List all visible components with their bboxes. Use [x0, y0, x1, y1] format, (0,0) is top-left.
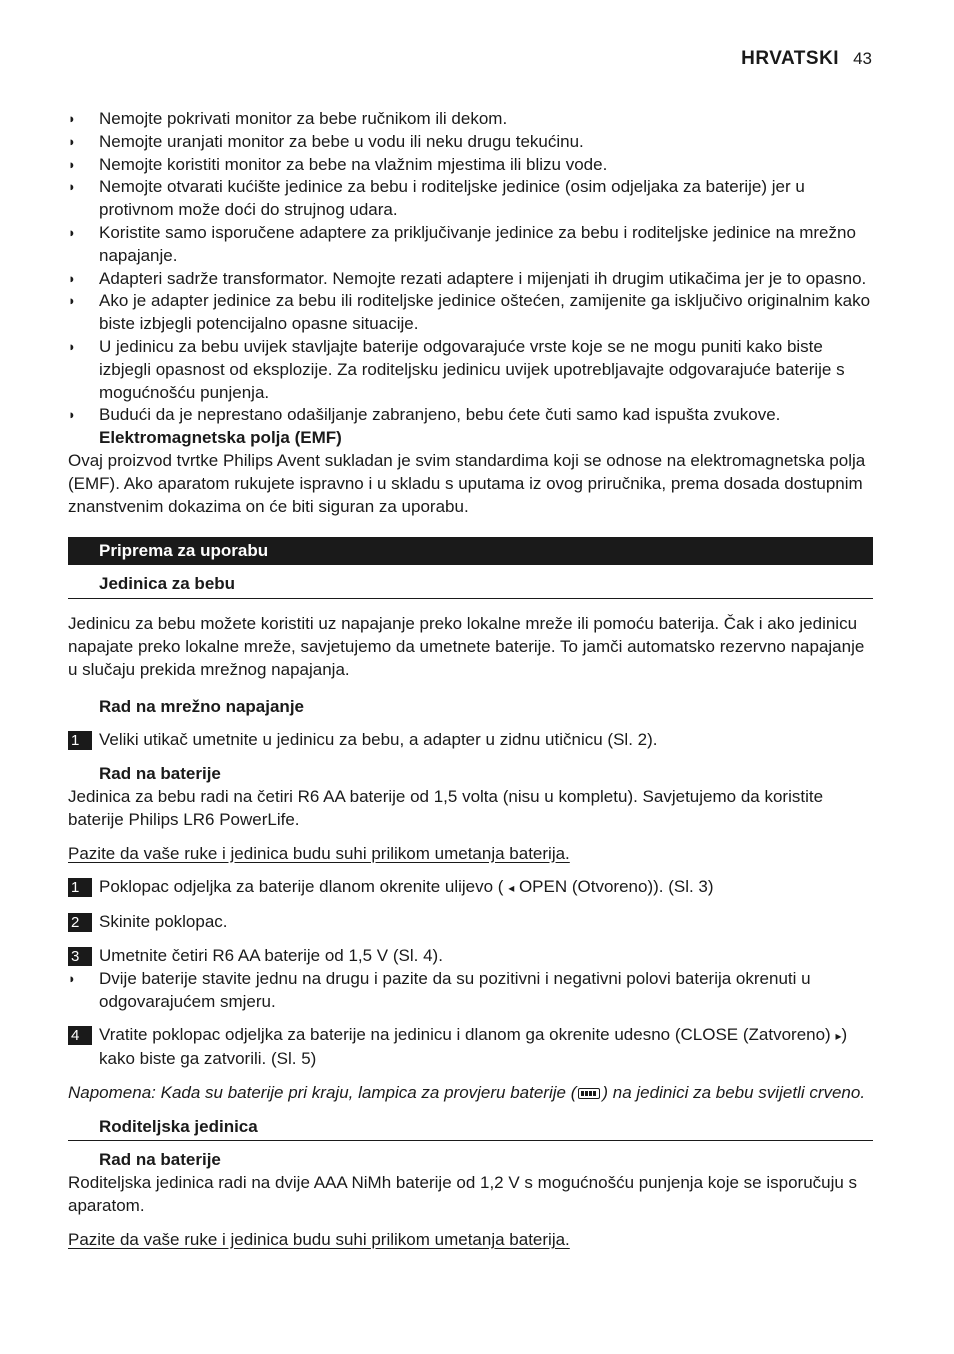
safety-bullet-list — [68, 108, 873, 427]
battery-heading: Rad na baterije — [99, 764, 221, 784]
section-title: Priprema za uporabu — [68, 537, 873, 565]
list-item: ◗ U jedinicu za bebu uvijek stavljajte baterije odgovarajuće vrste koje se ne mogu puniti kako biste izbjegli opasnost od eksplozije. Za roditeljsku jedinicu uvijek upotrebljavajte odgovarajuće baterije s mogućnošću punjenja. — [68, 336, 845, 402]
bullet-marker-icon: ◗ — [68, 293, 76, 309]
mains-heading: Rad na mrežno napajanje — [99, 696, 304, 716]
list-item: ◗ Dvije baterije stavite jednu na drugu i pazite da su pozitivni i negativni polovi baterija okrenuti u odgovarajućem smjeru. — [68, 968, 811, 1011]
parent-unit-heading: Roditeljska jedinica — [68, 1116, 873, 1142]
bullet-marker-icon: ◗ — [68, 970, 76, 986]
baby-unit-intro: Jedinicu za bebu možete koristiti uz napajanje preko lokalne mreže ili pomoću baterija. Čak i ako jedinicu napajate preko lokalne mreže, savjetujemo da umetnete baterije. To jamči automatsko rezervno napajanje u slučaju prekida mrežnog napajanja. — [68, 614, 865, 679]
bullet-marker-icon: ◗ — [68, 111, 76, 126]
list-item: ◗ Koristite samo isporučene adaptere za priključivanje jedinice za bebu i roditeljske jedinice na mrežno napajanje. — [68, 222, 856, 265]
bullet-marker-icon: ◗ — [68, 270, 76, 286]
step-3-bullet-list — [68, 968, 873, 1014]
emf-paragraph: Ovaj proizvod tvrtke Philips Avent sukladan je svim standardima koji se odnose na elektromagnetska polja (EMF). Ako aparatom rukujete ispravno i u skladu s uputama iz ovog priručnika, prema dosada dostupnim znanstvenim dokazima on će biti siguran za uporabu. — [68, 450, 866, 516]
battery-step-1: 1 Poklopac odjeljka za baterije dlanom okrenite ulijevo ( ◂ OPEN (Otvoreno)). (Sl. 3) — [68, 876, 873, 900]
left-arrow-icon: ◂ — [508, 881, 515, 896]
list-item: ◗ Budući da je neprestano odašiljanje zabranjeno, bebu ćete čuti samo kad ispušta zvukove. — [68, 404, 873, 427]
step-number: 2 — [68, 913, 92, 932]
parent-battery-heading: Rad na baterije — [99, 1150, 221, 1170]
step-number: 1 — [68, 878, 92, 897]
list-item: ◗ Nemojte koristiti monitor za bebe na vlažnim mjestima ili blizu vode. — [68, 154, 873, 177]
battery-step-2: 2 Skinite poklopac. — [68, 911, 873, 934]
step-number: 4 — [68, 1026, 92, 1045]
dry-hands-note: Pazite da vaše ruke i jedinica budu suhi prilikom umetanja baterija. — [68, 843, 570, 863]
bullet-marker-icon: ◗ — [68, 133, 76, 149]
list-item: ◗ Nemojte uranjati monitor za bebe u vodu ili neku drugu tekućinu. — [68, 131, 873, 154]
battery-note: Napomena: Kada su baterije pri kraju, lampica za provjeru baterije ( ) na jedinici za bebu svijetli crveno. — [68, 1082, 866, 1102]
bullet-marker-icon: ◗ — [68, 156, 76, 172]
page-header — [741, 48, 872, 70]
list-item: ◗ Adapteri sadrže transformator. Nemojte rezati adaptere i mijenjati ih drugim utikačima jer je to opasno. — [68, 268, 873, 291]
step-number: 3 — [68, 947, 92, 966]
battery-paragraph: Jedinica za bebu radi na četiri R6 AA baterije od 1,5 volta (nisu u kompletu). Savjetujemo da koristite baterije Philips LR6 PowerLife. — [68, 786, 824, 829]
mains-step: 1 Veliki utikač umetnite u jedinicu za bebu, a adapter u zidnu utičnicu (Sl. 2). — [68, 729, 873, 752]
right-arrow-icon: ▸ — [835, 1029, 842, 1044]
list-item: ◗ Nemojte otvarati kućište jedinice za bebu i roditeljske jedinice (osim odjeljaka za baterije) jer u protivnom može doći do strujnog udara. — [68, 177, 805, 220]
bullet-marker-icon: ◗ — [68, 224, 76, 240]
battery-step-3: 3 Umetnite četiri R6 AA baterije od 1,5 V (Sl. 4). — [68, 945, 873, 968]
bullet-marker-icon: ◗ — [68, 407, 76, 423]
battery-step-4: 4 Vratite poklopac odjeljka za baterije na jedinicu i dlanom ga okrenite udesno (CLOSE (Zatvoreno) ▸) kako biste ga zatvorili. (Sl. 5) — [68, 1024, 873, 1071]
bullet-marker-icon: ◗ — [68, 338, 76, 354]
emf-heading: Elektromagnetska polja (EMF) — [99, 428, 342, 448]
baby-unit-heading: Jedinica za bebu — [68, 573, 873, 599]
parent-battery-paragraph: Roditeljska jedinica radi na dvije AAA NiMh baterije od 1,2 V s mogućnošću punjenja koje se isporučuju s aparatom. — [68, 1173, 858, 1216]
bullet-marker-icon: ◗ — [68, 179, 76, 195]
parent-dry-hands-note: Pazite da vaše ruke i jedinica budu suhi prilikom umetanja baterija. — [68, 1229, 570, 1249]
page-content — [68, 108, 873, 1252]
language-label: HRVATSKI — [741, 48, 840, 69]
battery-icon — [578, 1088, 600, 1099]
list-item: ◗ Ako je adapter jedinice za bebu ili roditeljske jedinice oštećen, zamijenite ga isključivo originalnim kako biste izbjegli potencijalno opasne situacije. — [68, 291, 871, 334]
step-number: 1 — [68, 731, 92, 750]
list-item: ◗ Nemojte pokrivati monitor za bebe ručnikom ili dekom. — [68, 108, 873, 131]
page-number: 43 — [853, 49, 872, 68]
